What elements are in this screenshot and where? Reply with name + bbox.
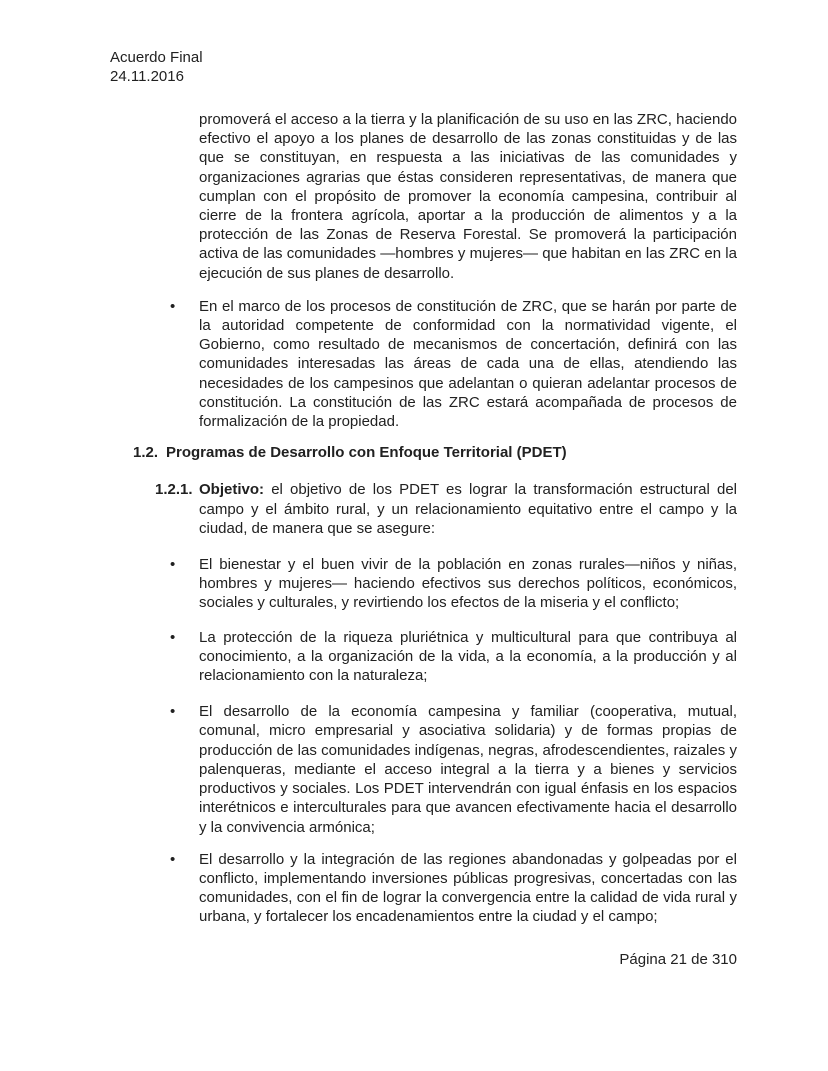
bullet-item-economia-campesina [170,702,737,836]
bullet-text-zrc: En el marco de los procesos de constitución de ZRC, que se harán por parte de la autoridad competente de conformidad con la normatividad vigente, el Gobierno, como resultado de mecanismos de concertación, definirá con las comunidades interesadas las áreas de cada una de ellas, atendiendo las necesidades de los campesinos que adelantan o quieran adelantar procesos de constitución. La constitución de las ZRC estará acompañada de procesos de formalización de la propiedad. [199,297,737,431]
paragraph-zrc-continuation: promoverá el acceso a la tierra y la planificación de su uso en las ZRC, haciendo efectivo el apoyo a los planes de desarrollo de las zonas constituidas y de las que se constituyan, en respuesta a las iniciativas de las comunidades y organizaciones agrarias que éstas consideren representativas, de manera que cumplan con el propósito de promover la economía campesina, contribuir al cierre de la frontera agrícola, aportar a la producción de alimentos y a la protección de las Zonas de Reserva Forestal. Se promoverá la participación activa de las comunidades —hombres y mujeres— que habitan en las ZRC en la ejecución de sus planes de desarrollo. [199,111,737,282]
bullet-text-economia: El desarrollo de la economía campesina y familiar (cooperativa, mutual, comunal, micro empresarial y asociativa solidaria) y de formas propias de producción de las comunidades indígenas, negras, afrodescendientes, raizales y palenqueras, mediante el acceso integral a la tierra y a bienes y servicios productivos y sociales. Los PDET intervendrán con igual énfasis en los espacios interétnicos e interculturales para que avancen efectivamente hacia el desarrollo y la convivencia armónica; [199,703,737,836]
section-number: 1.2. [133,444,159,462]
header-title: Acuerdo Final [110,49,203,66]
bullet-item-integracion-regiones [170,850,737,927]
bullet-item-proteccion-riqueza [170,628,737,686]
bullet-item-zrc-constitution [170,297,737,431]
subsection-body [199,480,737,538]
bullet-text-proteccion: La protección de la riqueza pluriétnica y multicultural para que contribuya al conocimiento, a la organización de la vida, a la economía, a la producción y al relacionamiento con la naturaleza; [199,628,737,685]
bullet-text-bienestar: El bienestar y el buen vivir de la población en zonas rurales—niños y niñas, hombres y mujeres— haciendo efectivos sus derechos políticos, económicos, sociales y culturales, y revirtiendo los efectos de la miseria y el conflicto; [199,556,737,612]
subsection-1-2-1-objetivo [155,480,737,538]
bullet-marker: • [170,628,176,646]
page-number: Página 21 de 310 [619,951,737,968]
subsection-text: el objetivo de los PDET es lograr la transformación estructural del campo y el ámbito rural, y un relacionamiento equitativo entre el campo y la ciudad, de manera que se asegure: [199,481,737,537]
bullet-item-bienestar [170,555,737,613]
bullet-marker: • [170,297,176,315]
bullet-text-integracion: El desarrollo y la integración de las regiones abandonadas y golpeadas por el conflicto, implementando inversiones públicas progresivas, concertadas con las comunidades, con el fin de lograr la convergencia entre la calidad de vida rural y urbana, y fortalecer los encadenamientos entre la ciudad y el campo; [199,850,737,926]
bullet-marker: • [170,850,176,868]
header-date: 24.11.2016 [110,68,184,86]
section-title: Programas de Desarrollo con Enfoque Territorial (PDET) [166,444,567,462]
bullet-marker: • [170,703,176,721]
subsection-label: Objetivo: [199,481,265,499]
bullet-marker: • [170,556,176,574]
subsection-number: 1.2.1. [155,481,193,499]
section-heading-1-2 [133,443,737,462]
